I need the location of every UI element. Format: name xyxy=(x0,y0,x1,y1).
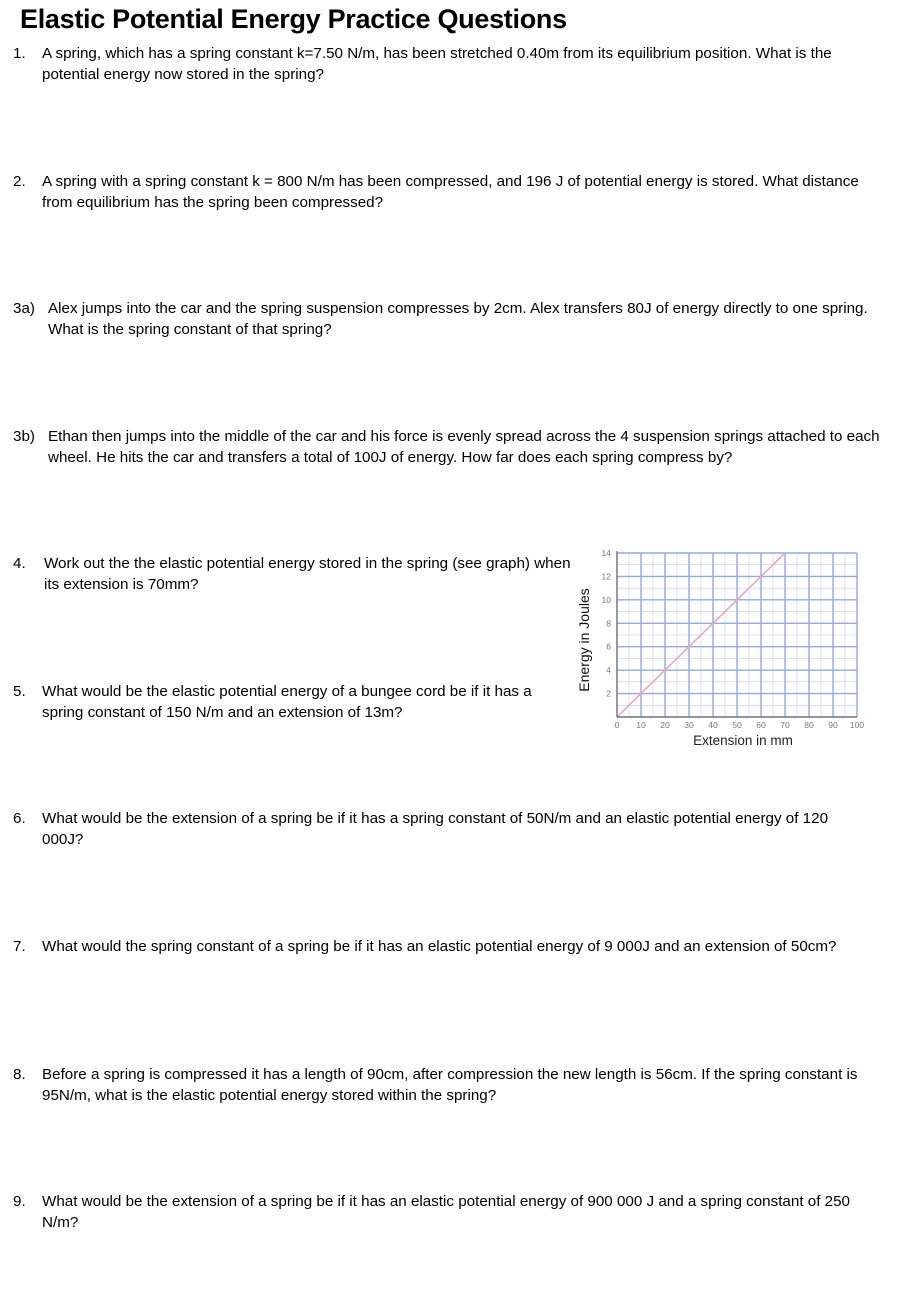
x-tick-label: 10 xyxy=(636,720,646,730)
question-5 xyxy=(13,681,543,723)
question-number: 3a) xyxy=(13,300,35,317)
question-number: 5. xyxy=(13,683,26,700)
question-8 xyxy=(13,1064,858,1106)
question-number: 7. xyxy=(13,938,26,955)
question-1 xyxy=(13,43,873,85)
y-axis-label: Energy in Joules xyxy=(576,588,592,692)
question-number: 6. xyxy=(13,810,26,827)
question-number: 3b) xyxy=(13,428,35,445)
question-text: Before a spring is compressed it has a length of 90cm, after compression the new length is 56cm. If the spring constant is 95N/m, what is the elastic potential energy stored within the spring? xyxy=(42,1066,858,1104)
x-tick-label: 50 xyxy=(732,720,742,730)
chart-grid xyxy=(617,553,857,717)
question-3b xyxy=(13,426,883,468)
y-tick-label: 6 xyxy=(606,641,611,652)
x-tick-label: 60 xyxy=(756,720,766,730)
x-tick-label: 100 xyxy=(849,720,865,730)
question-text: Ethan then jumps into the middle of the car and his force is evenly spread across the 4 suspension springs attached to each wheel. He hits the car and transfers a total of 100J of energy. How far does each spring compress by? xyxy=(48,428,880,466)
x-tick-label: 70 xyxy=(780,720,790,730)
y-tick-label: 12 xyxy=(601,571,611,582)
energy-extension-chart xyxy=(570,545,870,760)
question-text: What would be the extension of a spring be if it has a spring constant of 50N/m and an elastic potential energy of 120 000J? xyxy=(42,810,829,848)
y-tick-label: 8 xyxy=(606,618,611,629)
question-number: 9. xyxy=(13,1193,26,1210)
x-axis-label: Extension in mm xyxy=(693,733,793,748)
question-number: 1. xyxy=(13,45,26,62)
x-tick-label: 0 xyxy=(614,720,620,730)
question-text: Work out the the elastic potential energy stored in the spring (see graph) when its extension is 70mm? xyxy=(44,555,571,593)
question-6 xyxy=(13,808,873,850)
x-tick-label: 30 xyxy=(684,720,694,730)
question-text: A spring with a spring constant k = 800 N/m has been compressed, and 196 J of potential energy is stored. What distance from equilibrium has the spring been compressed? xyxy=(42,173,859,211)
question-2 xyxy=(13,171,863,213)
question-3a xyxy=(13,298,875,340)
question-number: 8. xyxy=(13,1066,26,1083)
question-7 xyxy=(13,936,863,957)
question-9 xyxy=(13,1191,883,1233)
question-text: What would be the elastic potential energy of a bungee cord be if it has a spring constant of 150 N/m and an extension of 13m? xyxy=(42,683,532,721)
y-tick-label: 2 xyxy=(606,688,611,699)
y-tick-label: 4 xyxy=(606,665,611,676)
x-tick-label: 20 xyxy=(660,720,670,730)
chart-svg xyxy=(570,545,870,760)
question-text: What would be the extension of a spring be if it has an elastic potential energy of 900 000 J and a spring constant of 250 N/m? xyxy=(42,1193,850,1231)
x-tick-label: 40 xyxy=(708,720,718,730)
page-title: Elastic Potential Energy Practice Questions xyxy=(20,4,567,34)
y-tick-label: 10 xyxy=(601,594,611,605)
question-4 xyxy=(13,553,578,595)
question-number: 2. xyxy=(13,173,26,190)
question-text: A spring, which has a spring constant k=7.50 N/m, has been stretched 0.40m from its equilibrium position. What is the potential energy now stored in the spring? xyxy=(42,45,832,83)
x-tick-label: 90 xyxy=(828,720,838,730)
y-tick-label: 14 xyxy=(601,548,611,558)
question-number: 4. xyxy=(13,555,26,572)
x-tick-label: 80 xyxy=(804,720,814,730)
question-text: What would the spring constant of a spring be if it has an elastic potential energy of 9 000J and an extension of 50cm? xyxy=(42,938,837,955)
question-text: Alex jumps into the car and the spring suspension compresses by 2cm. Alex transfers 80J of energy directly to one spring. What is the spring constant of that spring? xyxy=(48,300,868,338)
